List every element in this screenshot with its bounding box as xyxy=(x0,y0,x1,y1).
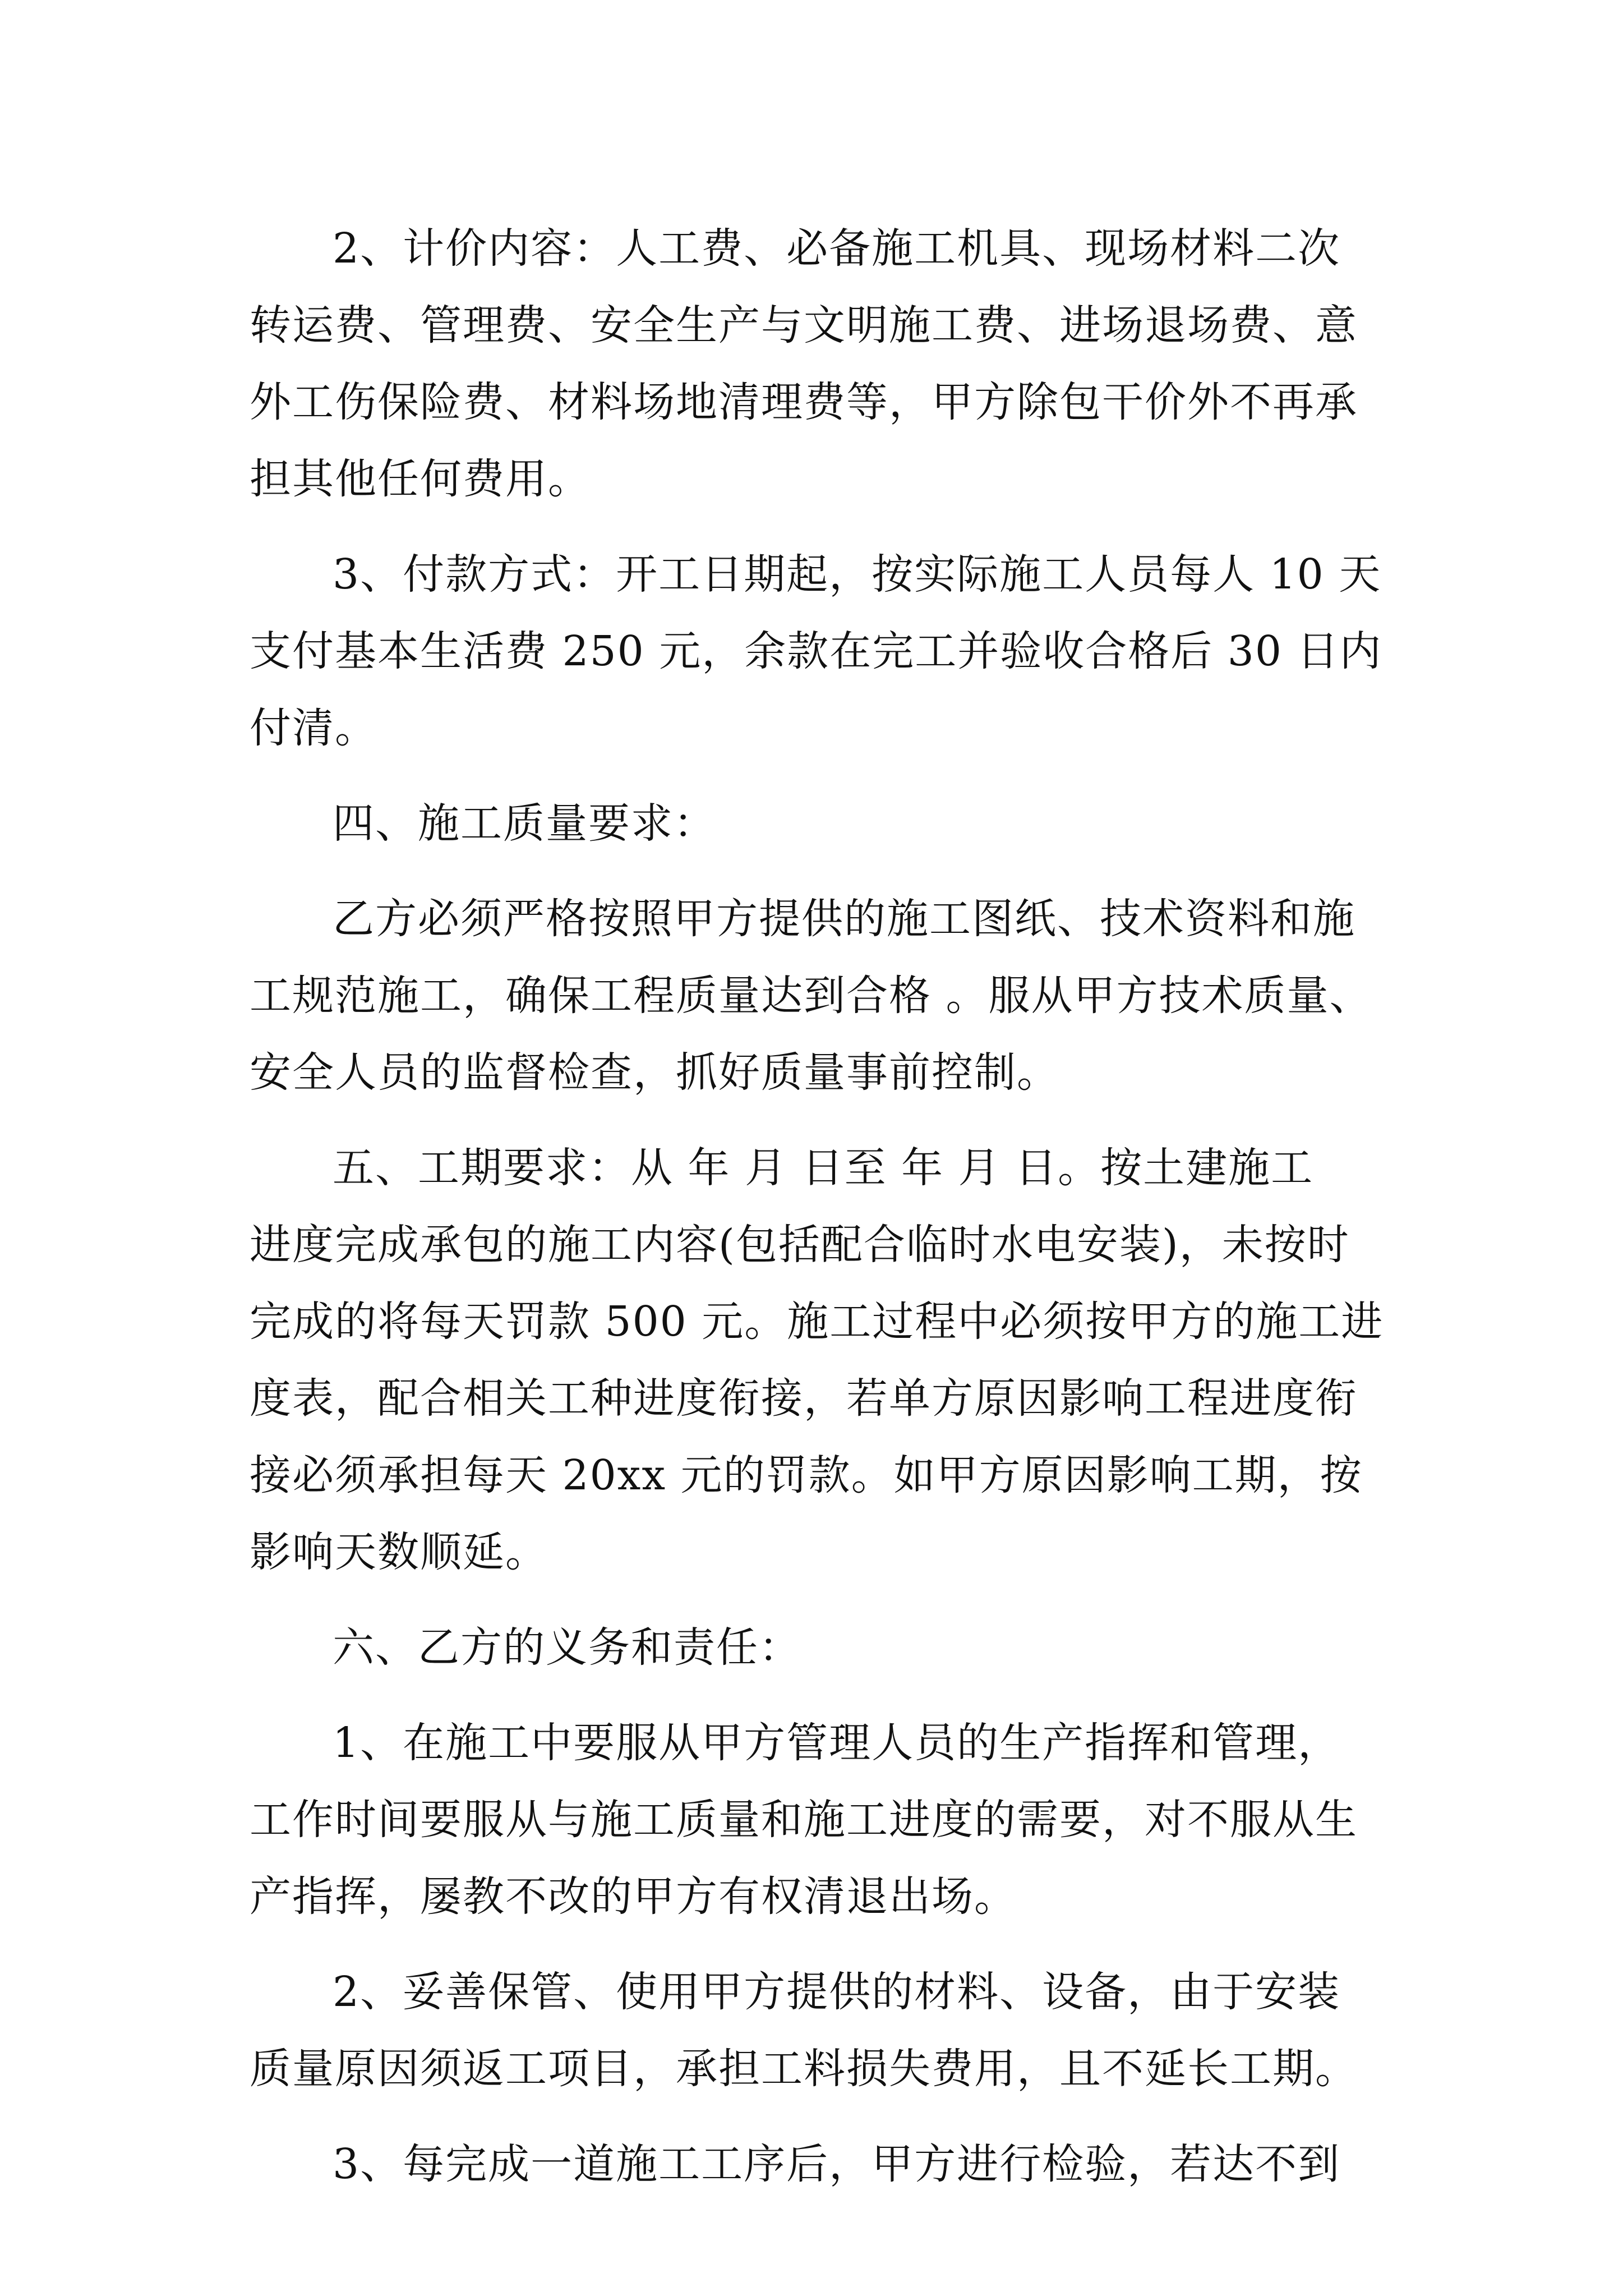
text-line: 四、施工质量要求： xyxy=(333,799,716,848)
paragraph-schedule-requirements xyxy=(250,1130,1394,1591)
text-line: 支付基本生活费 250 元，余款在完工并验收合格后 30 日内 xyxy=(250,627,1382,675)
paragraph-quality-requirements xyxy=(250,881,1394,1111)
text-line: 3、每完成一道施工工序后，甲方进行检验，若达不到 xyxy=(333,2140,1341,2188)
text-line: 2、妥善保管、使用甲方提供的材料、设备，由于安装 xyxy=(333,1968,1341,2016)
section-heading-quality xyxy=(250,785,1394,862)
paragraph-obligation-1 xyxy=(250,1705,1394,1935)
text-line: 2、计价内容：人工费、必备施工机具、现场材料二次 xyxy=(333,224,1341,273)
text-line: 质量原因须返工项目，承担工料损失费用，且不延长工期。 xyxy=(250,2045,1358,2093)
text-line: 1、在施工中要服从甲方管理人员的生产指挥和管理， xyxy=(333,1719,1341,1767)
text-line: 工作时间要服从与施工质量和施工进度的需要，对不服从生 xyxy=(250,1796,1358,1844)
text-line: 担其他任何费用。 xyxy=(250,455,591,503)
document-body xyxy=(250,210,1394,2203)
text-line: 工规范施工，确保工程质量达到合格 。服从甲方技术质量、 xyxy=(250,972,1372,1020)
text-line: 度表，配合相关工种进度衔接，若单方原因影响工程进度衔 xyxy=(250,1374,1358,1423)
paragraph-pricing-content xyxy=(250,210,1394,518)
text-line: 转运费、管理费、安全生产与文明施工费、进场退场费、意 xyxy=(250,301,1358,349)
text-line: 六、乙方的义务和责任： xyxy=(333,1623,801,1672)
text-line: 接必须承担每天 20xx 元的罚款。如甲方原因影响工期，按 xyxy=(250,1451,1363,1499)
paragraph-payment-method xyxy=(250,536,1394,767)
paragraph-obligation-2 xyxy=(250,1954,1394,2108)
text-line: 进度完成承包的施工内容(包括配合临时水电安装)，未按时 xyxy=(250,1221,1350,1269)
section-heading-obligations xyxy=(250,1609,1394,1686)
text-line: 安全人员的监督检查，抓好质量事前控制。 xyxy=(250,1048,1059,1097)
text-line: 外工伤保险费、材料场地清理费等，甲方除包干价外不再承 xyxy=(250,378,1358,426)
text-line: 产指挥，屡教不改的甲方有权清退出场。 xyxy=(250,1872,1017,1921)
text-line: 影响天数顺延。 xyxy=(250,1528,548,1576)
paragraph-obligation-3 xyxy=(250,2126,1394,2203)
text-line: 付清。 xyxy=(250,704,377,752)
text-line: 3、付款方式：开工日期起，按实际施工人员每人 10 天 xyxy=(333,550,1382,599)
text-line: 完成的将每天罚款 500 元。施工过程中必须按甲方的施工进 xyxy=(250,1297,1384,1346)
text-line: 乙方必须严格按照甲方提供的施工图纸、技术资料和施 xyxy=(333,895,1355,943)
text-line: 五、工期要求：从 年 月 日至 年 月 日。按土建施工 xyxy=(333,1144,1314,1192)
